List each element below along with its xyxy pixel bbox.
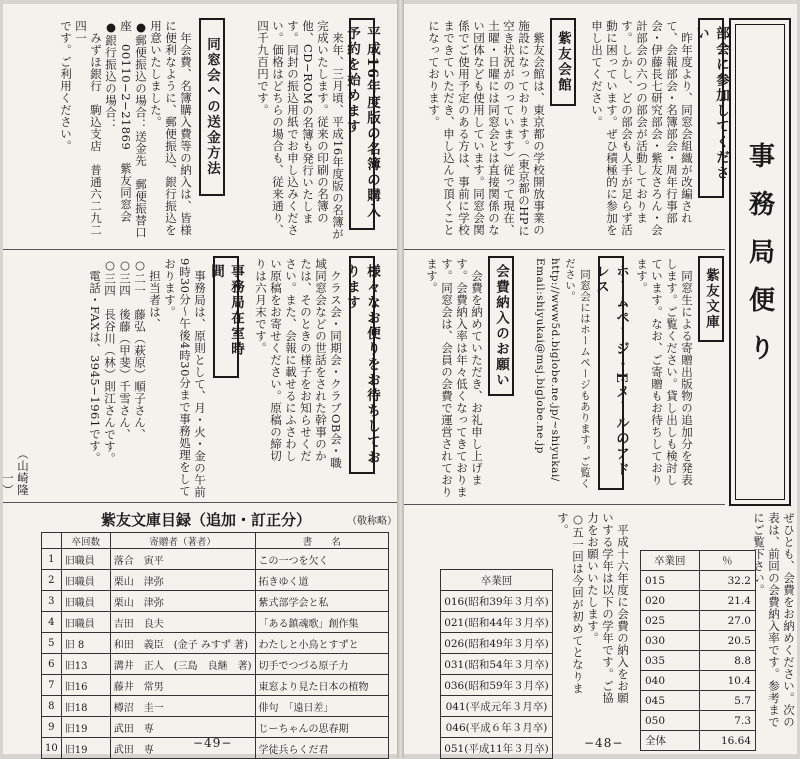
catalog-col-class: 卒回数 bbox=[61, 533, 110, 549]
remittance-text: 年会費、名簿購入費等の納入は、皆様に便利なように、郵便振込、銀行振込を用意いたしました。 ●郵便振込の場合：送金先 郵便振替口座 00110−2−21869 紫友同窓会 ●銀行振込の場合： みずほ銀行 駒込支店 普通六二九二四一 です。ご利用ください。 bbox=[59, 20, 193, 239]
office-hours-heading: 事務局在室時間 bbox=[213, 256, 239, 378]
bunko-heading: 紫友文庫 bbox=[698, 256, 724, 342]
news-heading: 様々なお便りをお待ちしております bbox=[349, 256, 375, 474]
divider bbox=[404, 249, 725, 250]
page-number: −49− bbox=[193, 736, 233, 750]
homepage-heading: ホームページ・Eメールのアドレス bbox=[598, 256, 624, 490]
rate-header-row: 卒業回 ％ bbox=[641, 551, 756, 571]
divider bbox=[3, 502, 397, 503]
table-row: 8 旧18 樽沼 圭一 俳句 「遠日差」 bbox=[42, 696, 389, 717]
registry-heading: 平成16年度版の名簿の購入予約を始めます bbox=[349, 18, 375, 230]
table-row: 015 32.2 bbox=[641, 571, 756, 591]
email-address[interactable]: Email:shiyukai@msj.biglobe.ne.jp bbox=[534, 258, 546, 454]
table-row: 050 7.3 bbox=[641, 711, 756, 731]
registry-text: 来年、三月頃、平成16年度版の名簿が完成いたします。従来の印刷の名簿の他、CD−ROMの名簿も発行いたします。同封の振込用紙でお申し込みください。価格はどちらの場合も、従来通り、四千九百円です。 bbox=[256, 20, 345, 240]
bukai-heading: 部会に参加してください bbox=[698, 18, 724, 198]
table-row: 026(昭和49年３月卒) bbox=[441, 633, 553, 654]
catalog-title: 紫友文庫目録（追加・訂正分） bbox=[101, 511, 312, 529]
table-row: 1 旧職員 落合 寅平 この一つを欠く bbox=[42, 549, 389, 570]
fees-years-text: 平成十六年度に会費の納入をお願いする学年は以下の学年です。ご協力をお願いいたします。 ○五一回は今回が初めてとなります。 bbox=[556, 512, 630, 704]
catalog-col-title: 書 名 bbox=[255, 533, 388, 549]
years-header-row: 卒業回 bbox=[441, 570, 553, 591]
section-title-box bbox=[729, 18, 791, 506]
table-row: 4 旧職員 吉田 良夫 「ある鎮魂歌」創作集 bbox=[42, 612, 389, 633]
shiyukan-text: 紫友会館は、東京都の学校開放事業の施設になっております。（東京都のHPに空き状況がのっています）従って現在、土曜・日曜には同窓会とは直接関係のない団体なども使用しています。同窓会関係でご使用予定のある方は、事前に学校まできていただき、申し込んで頂くことになっております。 bbox=[427, 20, 546, 238]
table-row: 041(平成元年３月卒) bbox=[441, 696, 553, 717]
table-row: 5 旧 8 和田 義臣 (金子 みすず 著) わたしと小鳥とすずと bbox=[42, 633, 389, 654]
remittance-heading: 同窓会への送金方法 bbox=[199, 18, 225, 196]
table-row: 全体 16.64 bbox=[641, 731, 756, 751]
fees-heading: 会費納入のお願い bbox=[488, 256, 514, 396]
news-text: クラス会・同期会・クラブOB会・職域同窓会などの世話をされた幹事のかたは、そのときの様子をお知らせください。また、会報に載せるにふさわしい原稿をお寄せください。原稿の締切りは六月末です。 bbox=[254, 258, 343, 469]
page-49 bbox=[3, 4, 397, 754]
office-hours-text: 事務局は、原則として、月・火・金の午前9時30分〜午後4時30分まで事務処理をしております。 担当者は、 ○二一 藤弘（萩原）順子さん、 ○三四 後藤（甲斐）千雪さん、 ○三四 長谷川（林）則江さんです。 電話・FAXは、3945−1961です。 bbox=[88, 258, 207, 498]
bukai-text: 昨年度より、同窓会組織が改編されて、会報部会・名簿部会・周年行事部会・伊藤長七研究部会・紫友さろん・会計部会の六つの部会が活動しております。しかし、どの部会も人手が足らず活動に困っています。ぜひ積極的に参加を申し出てください。 bbox=[590, 20, 694, 236]
table-row: 036(昭和59年３月卒) bbox=[441, 675, 553, 696]
table-row: 2 旧職員 栗山 津弥 拓きゆく道 bbox=[42, 570, 389, 591]
divider bbox=[404, 504, 725, 505]
section-title: 事務局便り bbox=[735, 24, 785, 500]
table-row: 040 10.4 bbox=[641, 671, 756, 691]
table-row: 045 5.7 bbox=[641, 691, 756, 711]
table-row: 025 27.0 bbox=[641, 611, 756, 631]
table-row: 020 21.4 bbox=[641, 591, 756, 611]
signature: （山崎隆一） bbox=[1, 448, 30, 496]
catalog-subtitle: （敬称略） bbox=[347, 516, 397, 527]
table-row: 7 旧16 藤井 常男 東窓より見た日本の植物 bbox=[42, 675, 389, 696]
page-48 bbox=[404, 4, 797, 754]
divider bbox=[3, 249, 397, 250]
page-number: −48− bbox=[584, 736, 624, 750]
table-row: 3 旧職員 栗山 津弥 紫式部学会と私 bbox=[42, 591, 389, 612]
table-row: 016(昭和39年３月卒) bbox=[441, 591, 553, 612]
catalog-table bbox=[41, 532, 389, 759]
book-gutter bbox=[397, 0, 404, 758]
rate-table bbox=[640, 550, 756, 751]
table-row: 035 8.8 bbox=[641, 651, 756, 671]
fees-continuation: ぜひとも、会費をお納めください。次の表は、前回の会費納入率です。参考までにご覧下さい。 bbox=[752, 512, 796, 728]
shiyukan-heading: 紫友会館 bbox=[550, 18, 576, 106]
table-row: 051(平成11年３月卒) bbox=[441, 738, 553, 759]
table-row: 021(昭和44年３月卒) bbox=[441, 612, 553, 633]
table-row: 031(昭和54年３月卒) bbox=[441, 654, 553, 675]
table-row: 9 旧19 武田 専 じーちゃんの思春期 bbox=[42, 717, 389, 738]
catalog-header-row bbox=[42, 533, 389, 549]
table-row: 6 旧13 溝井 正人 (三島 良継 著) 切手でつづる原子力 bbox=[42, 654, 389, 675]
table-row: 030 20.5 bbox=[641, 631, 756, 651]
table-row: 046(平成６年３月卒) bbox=[441, 717, 553, 738]
catalog-col-donor: 寄贈者（著者） bbox=[110, 533, 255, 549]
homepage-text: 同窓会にはホームページもあります。ご覧ください。 http://www5d.biglobe.ne.jp/~shiyukai/ Email:shiyukai@msj.biglobe.ne.jp bbox=[514, 258, 592, 498]
bunko-text: 同窓生による寄贈出版物の追加分を発表します。ご覧ください。貸し出しも検討しています。なお、ご寄贈もお待ちしております。 bbox=[635, 258, 694, 486]
homepage-url[interactable]: http://www5d.biglobe.ne.jp/~shiyukai/ bbox=[549, 258, 561, 482]
fees-text: 会費を納めていただき、お礼申し上げます。会費納入率は年々低くなってきております。同窓会は、会員の会費で運営されております。 bbox=[425, 258, 484, 498]
table-row: 10 旧19 武田 専 学徒兵らくだ君 bbox=[42, 738, 389, 759]
years-table bbox=[440, 569, 553, 759]
